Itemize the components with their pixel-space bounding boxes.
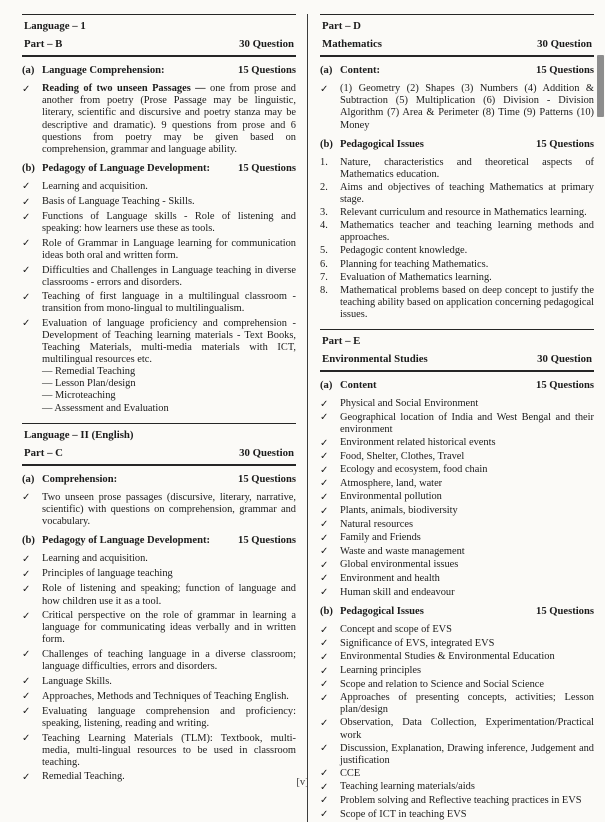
- syllabus-item: [320, 692, 594, 716]
- syllabus-item: [320, 624, 594, 637]
- syllabus-item-text: [42, 196, 296, 209]
- check-icon: ✓: [320, 651, 329, 663]
- question-count: 15 Questions: [536, 65, 594, 77]
- syllabus-item-text: [42, 318, 296, 415]
- check-icon: ✓: [320, 559, 329, 571]
- check-icon: ✓: [320, 624, 329, 636]
- syllabus-item-text: [42, 649, 296, 673]
- item-body: Learning principles: [340, 665, 422, 677]
- item-body: one from prose and another from poetry (Prose Passage may be linguistic, literary, scientific and discursive and poetry stanza may be descriptive and dramatic). 9 questions from prose and 6 questions from poetry may be given based on comprehension, grammar and language ability.: [42, 83, 296, 155]
- syllabus-item: [22, 211, 296, 235]
- syllabus-item-text: [42, 733, 296, 769]
- clause-marker: (b): [320, 138, 333, 150]
- syllabus-item-text: [340, 398, 594, 411]
- syllabus-item-text: [340, 717, 594, 741]
- syllabus-item: [22, 583, 296, 607]
- clause-title: Pedagogical Issues: [340, 138, 424, 150]
- part-header: [22, 14, 296, 57]
- part-header: [22, 423, 296, 466]
- syllabus-item-text: [340, 182, 594, 206]
- check-icon: ✓: [320, 692, 329, 704]
- item-body: Mathematics teacher and teaching learning methods and approaches.: [340, 220, 594, 244]
- check-icon: ✓: [320, 679, 329, 691]
- syllabus-item-text: [42, 583, 296, 607]
- check-icon: ✓: [22, 706, 31, 718]
- item-body: Learning and acquisition.: [42, 180, 148, 192]
- check-icon: ✓: [22, 492, 31, 504]
- scan-artifact: [597, 55, 604, 117]
- item-body: Observation, Data Collection, Experimentation/Practical work: [340, 717, 594, 741]
- item-body: Evaluating language comprehension and proficiency: speaking, listening, reading and writing.: [42, 705, 296, 729]
- clause-title: Content: [340, 380, 377, 392]
- syllabus-item-text: [42, 211, 296, 235]
- item-body: Discussion, Explanation, Drawing inference, Judgement and justification: [340, 742, 594, 766]
- check-icon: ✓: [320, 83, 329, 95]
- column-divider: [307, 14, 308, 822]
- item-body: Problem solving and Reflective teaching practices in EVS: [340, 794, 582, 806]
- item-body: Teaching of first language in a multilingual classroom - transition from mono-lingual to multilingualism.: [42, 291, 296, 315]
- item-number: 6.: [320, 258, 328, 270]
- syllabus-item: [320, 559, 594, 572]
- question-count: 30 Question: [239, 446, 294, 459]
- syllabus-item-text: [340, 519, 594, 532]
- check-icon: ✓: [22, 238, 31, 250]
- clause-marker: (a): [22, 473, 35, 485]
- page-number: [v]: [296, 777, 309, 788]
- syllabus-item-text: [42, 553, 296, 566]
- check-icon: ✓: [320, 795, 329, 807]
- section-title: Part – C: [24, 446, 63, 459]
- part-title: Part – D: [322, 20, 361, 32]
- item-body: Scope of ICT in teaching EVS: [340, 808, 467, 820]
- item-body: Teaching learning materials/aids: [340, 781, 475, 793]
- item-body: Approaches of presenting concepts, activities; Lesson plan/design: [340, 692, 594, 716]
- part-subtitle-row: [24, 447, 294, 459]
- syllabus-item: [320, 412, 594, 436]
- syllabus-item-text: [340, 638, 594, 651]
- syllabus-item: [320, 245, 594, 257]
- syllabus-item-text: [340, 679, 594, 692]
- syllabus-item: [320, 651, 594, 664]
- syllabus-item: [320, 182, 594, 206]
- syllabus-item-text: [340, 587, 594, 600]
- check-icon: ✓: [22, 610, 31, 622]
- syllabus-item: [22, 181, 296, 194]
- syllabus-item: [320, 505, 594, 518]
- question-count: 30 Question: [537, 38, 592, 51]
- item-body: Scope and relation to Science and Social Science: [340, 678, 544, 690]
- syllabus-item-text: [42, 181, 296, 194]
- check-icon: ✓: [320, 412, 329, 424]
- syllabus-item: [320, 451, 594, 464]
- check-icon: ✓: [320, 587, 329, 599]
- syllabus-item: [320, 464, 594, 477]
- item-body: Learning and acquisition.: [42, 553, 148, 565]
- syllabus-item: [320, 573, 594, 586]
- clause-marker: (b): [22, 535, 35, 547]
- syllabus-item: [320, 795, 594, 808]
- check-icon: ✓: [320, 398, 329, 410]
- syllabus-item-text: [340, 220, 594, 244]
- check-icon: ✓: [320, 491, 329, 503]
- check-icon: ✓: [320, 532, 329, 544]
- syllabus-item: [320, 207, 594, 219]
- question-count: 30 Question: [239, 38, 294, 51]
- item-body: Teaching Learning Materials (TLM): Textbook, multi-media, multi-lingual resources to be used in classroom teaching.: [42, 732, 296, 768]
- syllabus-item: [320, 809, 594, 822]
- syllabus-item: [320, 259, 594, 271]
- item-body: Relevant curriculum and resource in Mathematics learning.: [340, 207, 587, 219]
- sub-item-text: Remedial Teaching: [55, 366, 136, 378]
- syllabus-item-text: [340, 437, 594, 450]
- syllabus-item: [22, 610, 296, 646]
- clause-heading: [320, 139, 594, 151]
- syllabus-item: [320, 437, 594, 450]
- item-body: Environmental pollution: [340, 491, 442, 503]
- check-icon: ✓: [22, 568, 31, 580]
- syllabus-item-text: [340, 651, 594, 664]
- item-number: 5.: [320, 245, 328, 257]
- item-number: 1.: [320, 156, 328, 168]
- clause-title: Language Comprehension:: [42, 65, 165, 77]
- syllabus-item-text: [340, 491, 594, 504]
- syllabus-item-text: [42, 238, 296, 262]
- syllabus-item-text: [340, 809, 594, 822]
- section-title: Environmental Studies: [322, 353, 428, 366]
- check-icon: ✓: [320, 768, 329, 780]
- syllabus-item: [320, 491, 594, 504]
- item-number: 2.: [320, 181, 328, 193]
- check-icon: ✓: [22, 691, 31, 703]
- syllabus-item-text: [42, 265, 296, 289]
- check-icon: ✓: [22, 771, 31, 783]
- syllabus-item: [320, 272, 594, 284]
- syllabus-item-text: [340, 464, 594, 477]
- sub-item-text: Lesson Plan/design: [55, 378, 136, 390]
- check-icon: ✓: [22, 265, 31, 276]
- item-body: Remedial Teaching.: [42, 771, 125, 783]
- syllabus-item: [320, 638, 594, 651]
- clause-heading: [22, 535, 296, 547]
- item-body: Physical and Social Environment: [340, 398, 479, 410]
- syllabus-item: [320, 717, 594, 741]
- item-body: Waste and waste management: [340, 545, 465, 557]
- dash-icon: —: [42, 366, 55, 378]
- check-icon: ✓: [22, 553, 31, 565]
- syllabus-item-text: [42, 706, 296, 730]
- clause-heading: [22, 65, 296, 77]
- sub-item: [42, 403, 296, 415]
- syllabus-item: [320, 665, 594, 678]
- part-title: Language – 1: [24, 20, 86, 32]
- syllabus-item-text: [340, 743, 594, 767]
- clause-marker: (a): [320, 380, 333, 392]
- check-icon: ✓: [320, 638, 329, 650]
- clause-title: Comprehension:: [42, 473, 118, 485]
- clause-marker: (a): [320, 65, 333, 77]
- item-body: Challenges of teaching language in a diverse classroom; language difficulties, errors and disorders.: [42, 648, 296, 673]
- check-icon: ✓: [22, 83, 31, 95]
- item-body: Concept and scope of EVS: [340, 624, 452, 636]
- check-icon: ✓: [22, 196, 31, 208]
- check-icon: ✓: [22, 181, 31, 193]
- question-count: 15 Questions: [536, 138, 594, 150]
- item-body: CCE: [340, 767, 361, 779]
- item-body: Human skill and endeavour: [340, 586, 455, 598]
- syllabus-item-text: [340, 532, 594, 545]
- syllabus-item: [22, 691, 296, 704]
- check-icon: ✓: [320, 665, 329, 677]
- clause-heading: [320, 380, 594, 392]
- item-body: Family and Friends: [340, 532, 421, 544]
- syllabus-item: [320, 478, 594, 491]
- syllabus-item: [22, 83, 296, 156]
- syllabus-item: [22, 238, 296, 262]
- syllabus-item-text: [340, 795, 594, 808]
- syllabus-item: [320, 519, 594, 532]
- sub-item-text: Assessment and Evaluation: [54, 402, 169, 414]
- syllabus-item-text: [42, 291, 296, 315]
- check-icon: ✓: [320, 437, 329, 449]
- clause-title: Pedagogy of Language Development:: [42, 535, 211, 547]
- sub-item-text: Microteaching: [55, 390, 116, 402]
- item-number: 3.: [320, 207, 328, 219]
- syllabus-item-text: [340, 207, 594, 219]
- item-body: Principles of language teaching: [42, 568, 173, 580]
- clause-heading: [320, 65, 594, 77]
- clause-title: Pedagogical Issues: [340, 606, 424, 618]
- syllabus-item: [320, 157, 594, 181]
- part-header: [320, 329, 594, 372]
- item-lead: Reading of two unseen Passages —: [42, 83, 210, 95]
- check-icon: ✓: [320, 781, 329, 793]
- syllabus-item: [22, 196, 296, 209]
- check-icon: ✓: [320, 519, 329, 531]
- syllabus-item: [22, 706, 296, 730]
- syllabus-item: [320, 679, 594, 692]
- syllabus-item-text: [340, 559, 594, 572]
- part-subtitle-row: [24, 38, 294, 50]
- item-number: 8.: [320, 284, 328, 296]
- check-icon: ✓: [22, 291, 31, 303]
- item-body: Evaluation of language proficiency and comprehension - Development of Teaching learning materials - Text Books, Teaching Materials, multi-media materials with ICT, multilingual resources etc.: [42, 317, 296, 366]
- syllabus-item-text: [340, 546, 594, 559]
- syllabus-item-text: [42, 610, 296, 646]
- check-icon: ✓: [22, 676, 31, 688]
- clause-marker: (a): [22, 65, 35, 77]
- syllabus-item-text: [340, 624, 594, 637]
- part-subtitle-row: [322, 38, 592, 50]
- item-body: Two unseen prose passages (discursive, literary, narrative, scientific) with questions on comprehension, grammar and vocabulary.: [42, 491, 296, 528]
- syllabus-item-text: [340, 692, 594, 716]
- clause-heading: [22, 474, 296, 486]
- syllabus-item-text: [340, 83, 594, 131]
- check-icon: ✓: [320, 743, 329, 755]
- syllabus-item: [320, 587, 594, 600]
- check-icon: ✓: [320, 573, 329, 585]
- item-body: Language Skills.: [42, 675, 112, 687]
- syllabus-item-text: [340, 451, 594, 464]
- syllabus-item-text: [340, 573, 594, 586]
- syllabus-item-text: [42, 492, 296, 528]
- dash-icon: —: [42, 390, 55, 402]
- syllabus-item-text: [340, 505, 594, 518]
- syllabus-item: [320, 532, 594, 545]
- syllabus-item-text: [340, 245, 594, 257]
- clause-heading: [320, 606, 594, 618]
- syllabus-item: [320, 285, 594, 321]
- syllabus-item: [320, 220, 594, 244]
- item-body: Role of Grammar in Language learning for communication ideas both oral and written form.: [42, 237, 296, 261]
- section-title: Part – B: [24, 38, 63, 51]
- syllabus-item: [22, 568, 296, 581]
- item-body: (1) Geometry (2) Shapes (3) Numbers (4) Addition & Subtraction (5) Multiplication (6) Division - Division Algorithm (7) Area & Perimeter (8) Time (9) Patterns (10) Money: [340, 83, 594, 131]
- item-body: Mathematical problems based on deep concept to justify the teaching ability based on application concerning pedagogical issues.: [340, 284, 594, 320]
- syllabus-item: [22, 553, 296, 566]
- right-column: [320, 14, 594, 822]
- syllabus-item: [320, 83, 594, 131]
- syllabus-item: [22, 291, 296, 315]
- item-body: Significance of EVS, integrated EVS: [340, 637, 495, 649]
- part-title: Language – II (English): [24, 428, 134, 441]
- check-icon: ✓: [320, 809, 329, 821]
- item-body: Role of listening and speaking; function of language and how children use it as a tool.: [42, 583, 296, 607]
- check-icon: ✓: [22, 583, 31, 595]
- item-body: Environment related historical events: [340, 437, 496, 449]
- check-icon: ✓: [22, 318, 31, 330]
- item-body: Environmental Studies & Environmental Education: [340, 651, 555, 663]
- item-body: Natural resources: [340, 518, 413, 530]
- syllabus-item-text: [340, 665, 594, 678]
- item-body: Difficulties and Challenges in Language teaching in diverse classrooms - errors and disorders.: [42, 264, 296, 288]
- item-body: Approaches, Methods and Techniques of Teaching English.: [42, 690, 289, 702]
- item-body: Atmosphere, land, water: [340, 477, 443, 489]
- item-number: 7.: [320, 271, 328, 283]
- check-icon: ✓: [22, 649, 31, 661]
- item-body: Food, Shelter, Clothes, Travel: [340, 450, 465, 462]
- left-column: [22, 14, 296, 822]
- check-icon: ✓: [320, 464, 329, 476]
- item-body: Environment and health: [340, 572, 440, 584]
- syllabus-item: [22, 265, 296, 289]
- part-header: [320, 14, 594, 57]
- question-count: 15 Questions: [238, 535, 296, 547]
- syllabus-item-text: [340, 259, 594, 271]
- item-body: Ecology and ecosystem, food chain: [340, 464, 488, 476]
- item-body: Functions of Language skills - Role of listening and speaking: how learners use these as tools.: [42, 211, 296, 235]
- syllabus-item-text: [42, 568, 296, 581]
- question-count: 15 Questions: [238, 473, 296, 485]
- syllabus-item: [22, 649, 296, 673]
- item-body: Critical perspective on the role of grammar in learning a language for communicating ideas verbally and in written form.: [42, 610, 296, 646]
- syllabus-item-text: [42, 691, 296, 704]
- syllabus-item-text: [42, 676, 296, 689]
- check-icon: ✓: [320, 478, 329, 490]
- syllabus-item: [22, 676, 296, 689]
- clause-title: Content:: [340, 65, 381, 77]
- syllabus-item: [22, 318, 296, 415]
- question-count: 15 Questions: [536, 606, 594, 618]
- sub-item: [42, 390, 296, 402]
- clause-marker: (b): [22, 162, 35, 174]
- check-icon: ✓: [22, 211, 31, 223]
- syllabus-item-text: [340, 272, 594, 284]
- item-body: Planning for teaching Mathematics.: [340, 258, 489, 270]
- clause-heading: [22, 163, 296, 175]
- clause-marker: (b): [320, 606, 333, 618]
- check-icon: ✓: [320, 546, 329, 558]
- question-count: 15 Questions: [536, 380, 594, 392]
- item-number: 4.: [320, 220, 328, 232]
- syllabus-item-text: [340, 285, 594, 321]
- syllabus-item-text: [340, 478, 594, 491]
- item-body: Aims and objectives of teaching Mathematics at primary stage.: [340, 181, 594, 206]
- question-count: 15 Questions: [238, 65, 296, 77]
- syllabus-item: [22, 492, 296, 528]
- question-count: 30 Question: [537, 353, 592, 366]
- syllabus-item: [320, 546, 594, 559]
- item-body: Plants, animals, biodiversity: [340, 505, 458, 516]
- clause-title: Pedagogy of Language Development:: [42, 162, 211, 174]
- item-body: Geographical location of India and West Bengal and their environment: [340, 411, 594, 435]
- check-icon: ✓: [320, 451, 329, 463]
- part-title: Part – E: [322, 334, 361, 347]
- check-icon: ✓: [22, 733, 31, 744]
- item-body: Pedagogic content knowledge.: [340, 245, 468, 257]
- item-body: Nature, characteristics and theoretical aspects of Mathematics education.: [340, 156, 594, 180]
- dash-icon: —: [42, 378, 55, 390]
- sub-item: [42, 366, 296, 378]
- syllabus-item-text: [340, 157, 594, 181]
- item-body: Basis of Language Teaching - Skills.: [42, 196, 195, 208]
- check-icon: ✓: [320, 717, 329, 729]
- syllabus-item-text: [42, 83, 296, 156]
- item-body: Evaluation of Mathematics learning.: [340, 271, 492, 283]
- syllabus-item: [22, 733, 296, 769]
- item-body: Global environmental issues: [340, 559, 459, 571]
- part-subtitle-row: [322, 353, 592, 365]
- check-icon: ✓: [320, 505, 329, 517]
- sub-item: [42, 378, 296, 390]
- question-count: 15 Questions: [238, 162, 296, 174]
- syllabus-item: [320, 743, 594, 767]
- dash-icon: —: [42, 402, 55, 414]
- section-title: Mathematics: [322, 38, 382, 51]
- syllabus-item-text: [340, 412, 594, 436]
- syllabus-item: [320, 398, 594, 411]
